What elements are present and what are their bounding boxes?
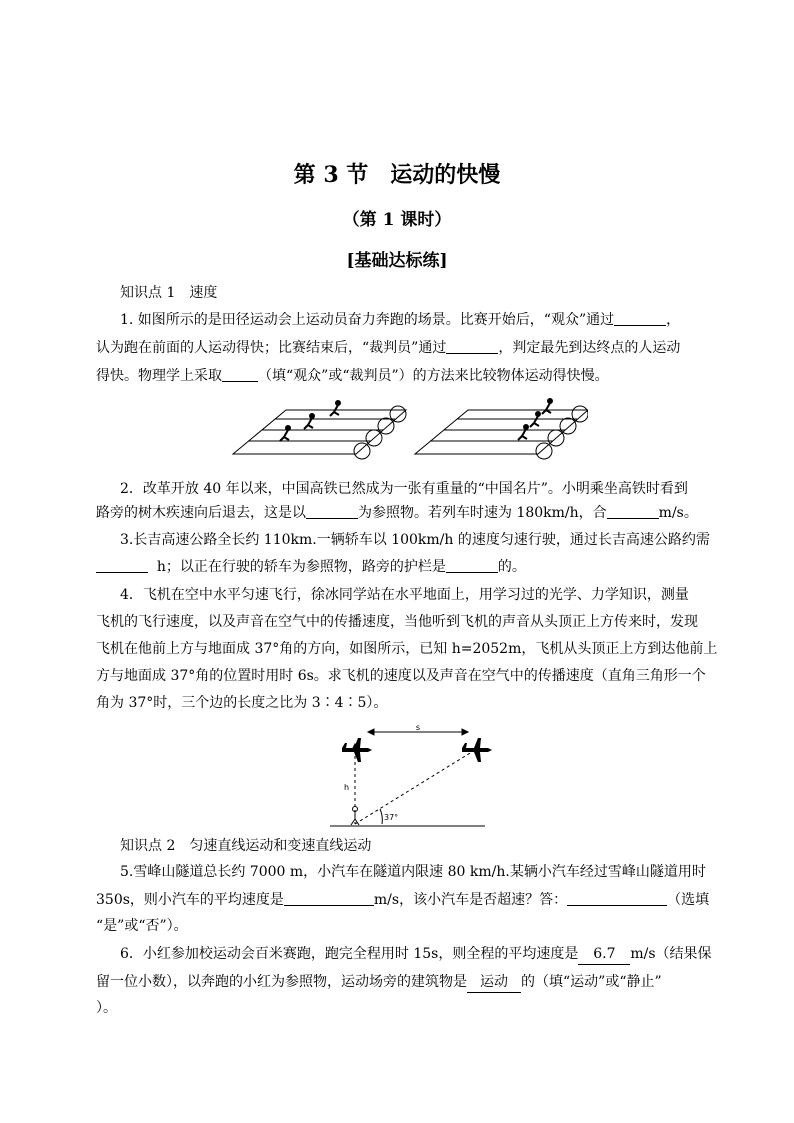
q1-line-2: 认为跑在前面的人运动得快；比赛结束后，“裁判员”通过 ，判定最先到达终点的人运动 (96, 340, 681, 356)
q5-blank-1[interactable] (284, 891, 374, 906)
q1-blank-1[interactable] (614, 311, 666, 326)
q2-line-2: 路旁的树木疾速向后退去，这是以 为参照物。若列车时速为 180km/h，合 m/s。 (96, 505, 698, 521)
q2-line-1: 2．改革开放 40 年以来，中国高铁已然成为一张有重量的“中国名片”。小明乘坐高铁时看到 (120, 481, 688, 497)
track-figure (228, 398, 588, 468)
q4-line-5: 角为 37°时，三个边的长度之比为 3∶4∶5）。 (96, 695, 388, 711)
q3-line-1: 3.长吉高速公路全长约 110km.一辆轿车以 100km/h 的速度匀速行驶，通过长吉高速公路约需 (120, 532, 710, 548)
q5-line-2: 350s，则小汽车的平均速度是 m/s，该小汽车是否超速？答： （选填 (96, 892, 710, 908)
page-subtitle: （第 1 课时） (342, 210, 452, 230)
q5-line-1: 5.雪峰山隧道总长约 7000 m，小汽车在隧道内限速 80 km/h.某辆小汽车经过雪峰山隧道用时 (120, 864, 706, 880)
airplane-figure (320, 724, 500, 830)
q2-blank-2[interactable] (607, 504, 659, 519)
q4-line-2: 飞机的飞行速度，以及声音在空气中的传播速度，当他听到飞机的声音从头顶正上方传来时，发现 (96, 614, 698, 630)
track-scene-right (415, 399, 588, 459)
q3-line-2: h；以正在行驶的轿车为参照物，路旁的护栏是 的。 (96, 557, 526, 577)
q6-line-3: ）。 (96, 1000, 117, 1016)
q5-line-3: “是”或“否”）。 (96, 918, 188, 934)
q6-line-1: 6．小红参加校运动会百米赛跑，跑完全程用时 15s，则全程的平均速度是 6.7 m/s（结果保 (120, 944, 712, 965)
q1-blank-3[interactable] (222, 367, 258, 382)
q3-blank-2[interactable] (446, 558, 498, 573)
q4-line-4: 方与地面成 37°角的位置时用时 6s。求飞机的速度以及声音在空气中的传播速度（直角三角形一个 (96, 668, 706, 684)
track-scene-left (233, 401, 406, 459)
section-heading: [基础达标练] (346, 251, 448, 271)
label-s: s (415, 724, 421, 732)
q5-blank-2[interactable] (567, 891, 667, 906)
airplane-icon (462, 738, 492, 762)
label-h: h (344, 783, 350, 792)
q2-blank-1[interactable] (306, 504, 358, 519)
q4-line-3: 飞机在他前上方与地面成 37°角的方向，如图所示，已知 h=2052m，飞机从头顶正上方到达他前上 (96, 641, 718, 657)
q1-blank-2[interactable] (446, 339, 498, 354)
knowledge-point-2: 知识点 2 匀速直线运动和变速直线运动 (120, 838, 372, 854)
q6-answer-1[interactable]: 6.7 (578, 944, 630, 965)
runner-icon (280, 401, 340, 441)
q3-blank-1[interactable] (96, 558, 148, 573)
q6-answer-2[interactable]: 运动 (467, 972, 521, 993)
label-angle: 37° (384, 813, 399, 822)
airplane-icon (342, 738, 372, 762)
page-title: 第 3 节 运动的快慢 (293, 162, 501, 188)
q1-line-1: 1. 如图所示的是田径运动会上运动员奋力奔跑的场景。比赛开始后，“观众”通过 ， (120, 312, 681, 328)
q6-line-2: 留一位小数），以奔跑的小红为参照物，运动场旁的建筑物是 运动 的（填“运动”或“静止” (96, 972, 662, 993)
knowledge-point-1: 知识点 1 速度 (120, 285, 218, 301)
q4-line-1: 4．飞机在空中水平匀速飞行，徐冰同学站在水平地面上，用学习过的光学、力学知识，测量 (120, 587, 689, 603)
q1-line-3: 得快。物理学上采取 （填“观众”或“裁判员”）的方法来比较物体运动得快慢。 (96, 368, 609, 384)
